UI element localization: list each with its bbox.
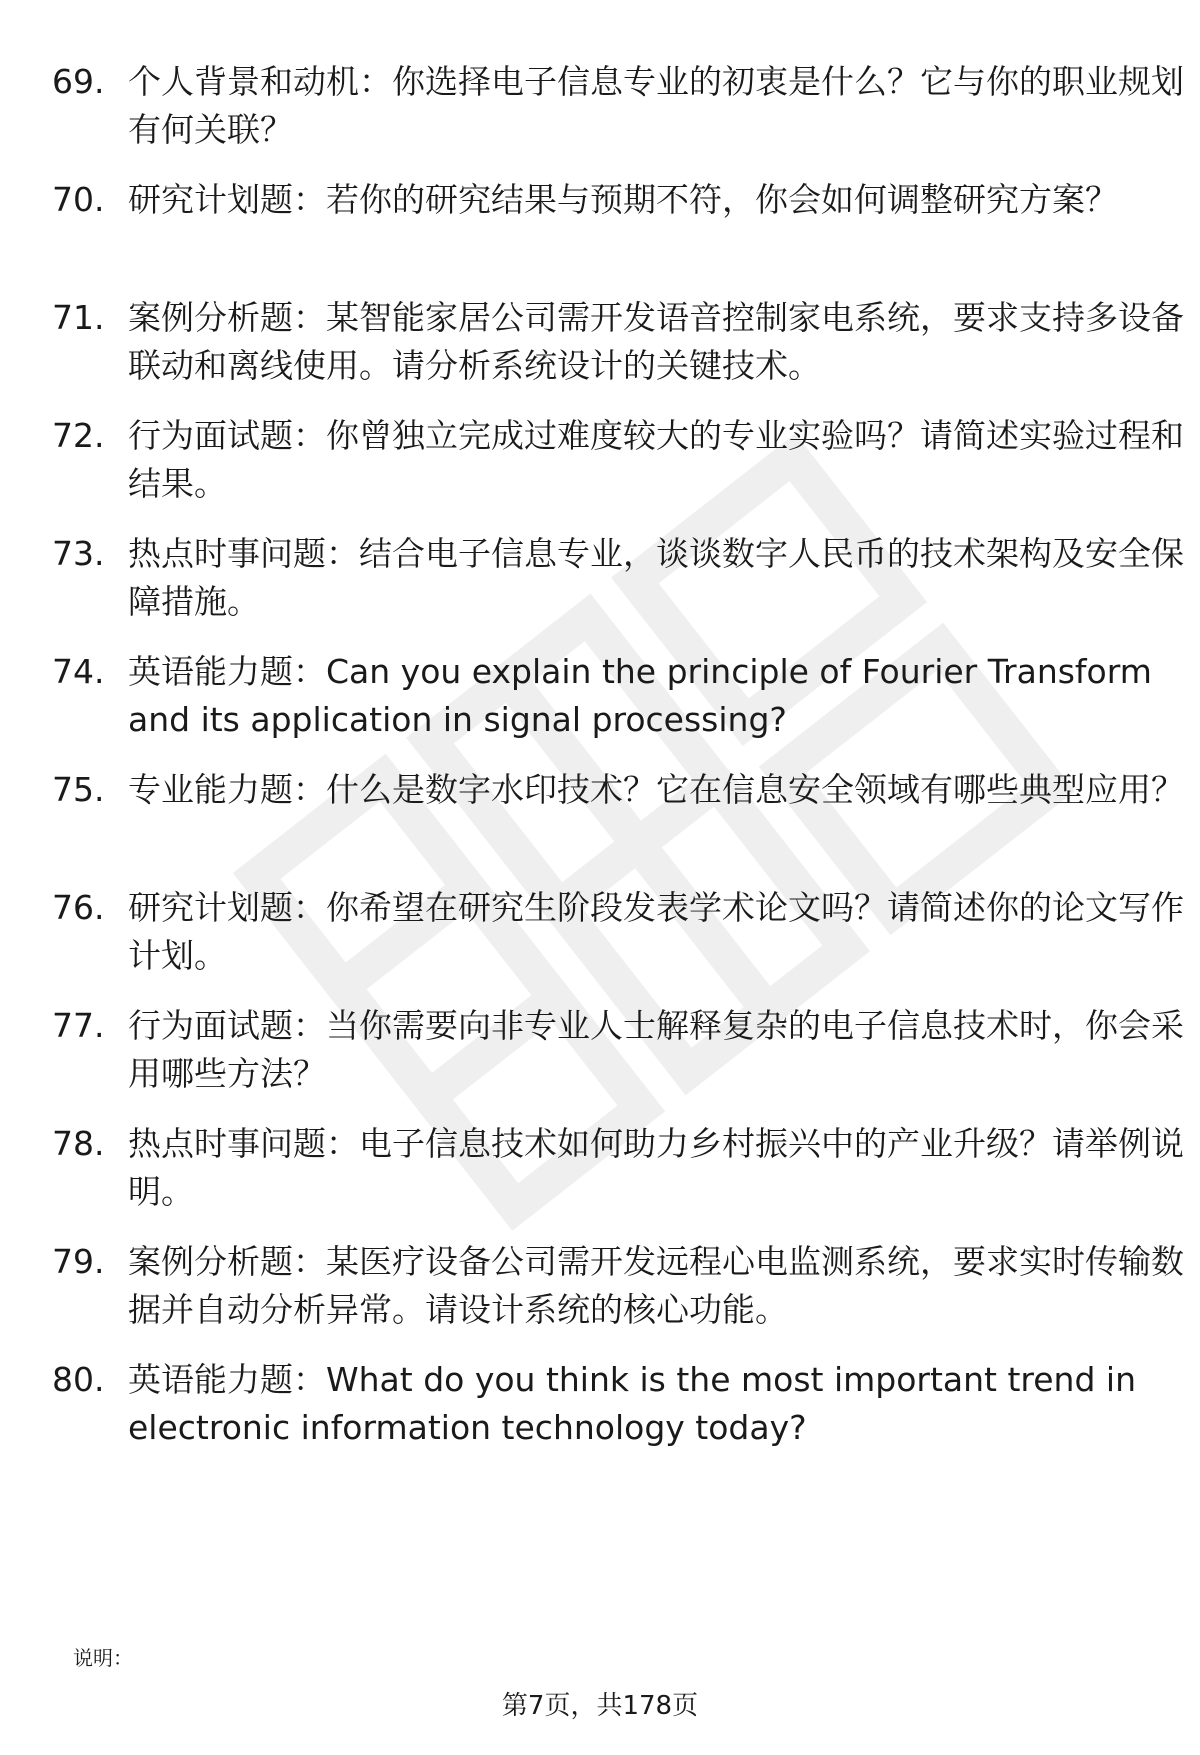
question-text: 研究计划题：若你的研究结果与预期不符，你会如何调整研究方案？ bbox=[128, 180, 1118, 219]
question-number: 70. bbox=[52, 180, 105, 219]
question-text: 专业能力题：什么是数字水印技术？它在信息安全领域有哪些典型应用？ bbox=[128, 770, 1184, 809]
question-text: 案例分析题：某医疗设备公司需开发远程心电监测系统，要求实时传输数据并自动分析异常。请设计系统的核心功能。 bbox=[128, 1242, 1184, 1329]
note-label: 说明： bbox=[73, 1646, 133, 1670]
question-number: 77. bbox=[52, 1006, 105, 1045]
question-text: 个人背景和动机：你选择电子信息专业的初衷是什么？它与你的职业规划有何关联？ bbox=[128, 62, 1184, 149]
question-text: 英语能力题：Can you explain the principle of Fourier Transform and its application in signal processing? bbox=[128, 652, 1152, 739]
question-text: 英语能力题：What do you think is the most important trend in electronic information technology today? bbox=[128, 1360, 1136, 1447]
question-number: 78. bbox=[52, 1124, 105, 1163]
question-number: 79. bbox=[52, 1242, 105, 1281]
question-number: 80. bbox=[52, 1360, 105, 1399]
question-number: 72. bbox=[52, 416, 105, 455]
question-text: 热点时事问题：电子信息技术如何助力乡村振兴中的产业升级？请举例说明。 bbox=[128, 1124, 1184, 1211]
question-text: 研究计划题：你希望在研究生阶段发表学术论文吗？请简述你的论文写作计划。 bbox=[128, 888, 1184, 975]
question-text: 行为面试题：当你需要向非专业人士解释复杂的电子信息技术时，你会采用哪些方法？ bbox=[128, 1006, 1184, 1093]
question-text: 行为面试题：你曾独立完成过难度较大的专业实验吗？请简述实验过程和结果。 bbox=[128, 416, 1184, 503]
question-number: 75. bbox=[52, 770, 105, 809]
question-number: 73. bbox=[52, 534, 105, 573]
page-footer: 第7页，共178页 bbox=[501, 1691, 699, 1721]
question-number: 76. bbox=[52, 888, 105, 927]
question-text: 案例分析题：某智能家居公司需开发语音控制家电系统，要求支持多设备联动和离线使用。请分析系统设计的关键技术。 bbox=[128, 298, 1184, 385]
question-number: 71. bbox=[52, 298, 105, 337]
question-number: 69. bbox=[52, 62, 105, 101]
question-text: 热点时事问题：结合电子信息专业，谈谈数字人民币的技术架构及安全保障措施。 bbox=[128, 534, 1184, 621]
question-number: 74. bbox=[52, 652, 105, 691]
